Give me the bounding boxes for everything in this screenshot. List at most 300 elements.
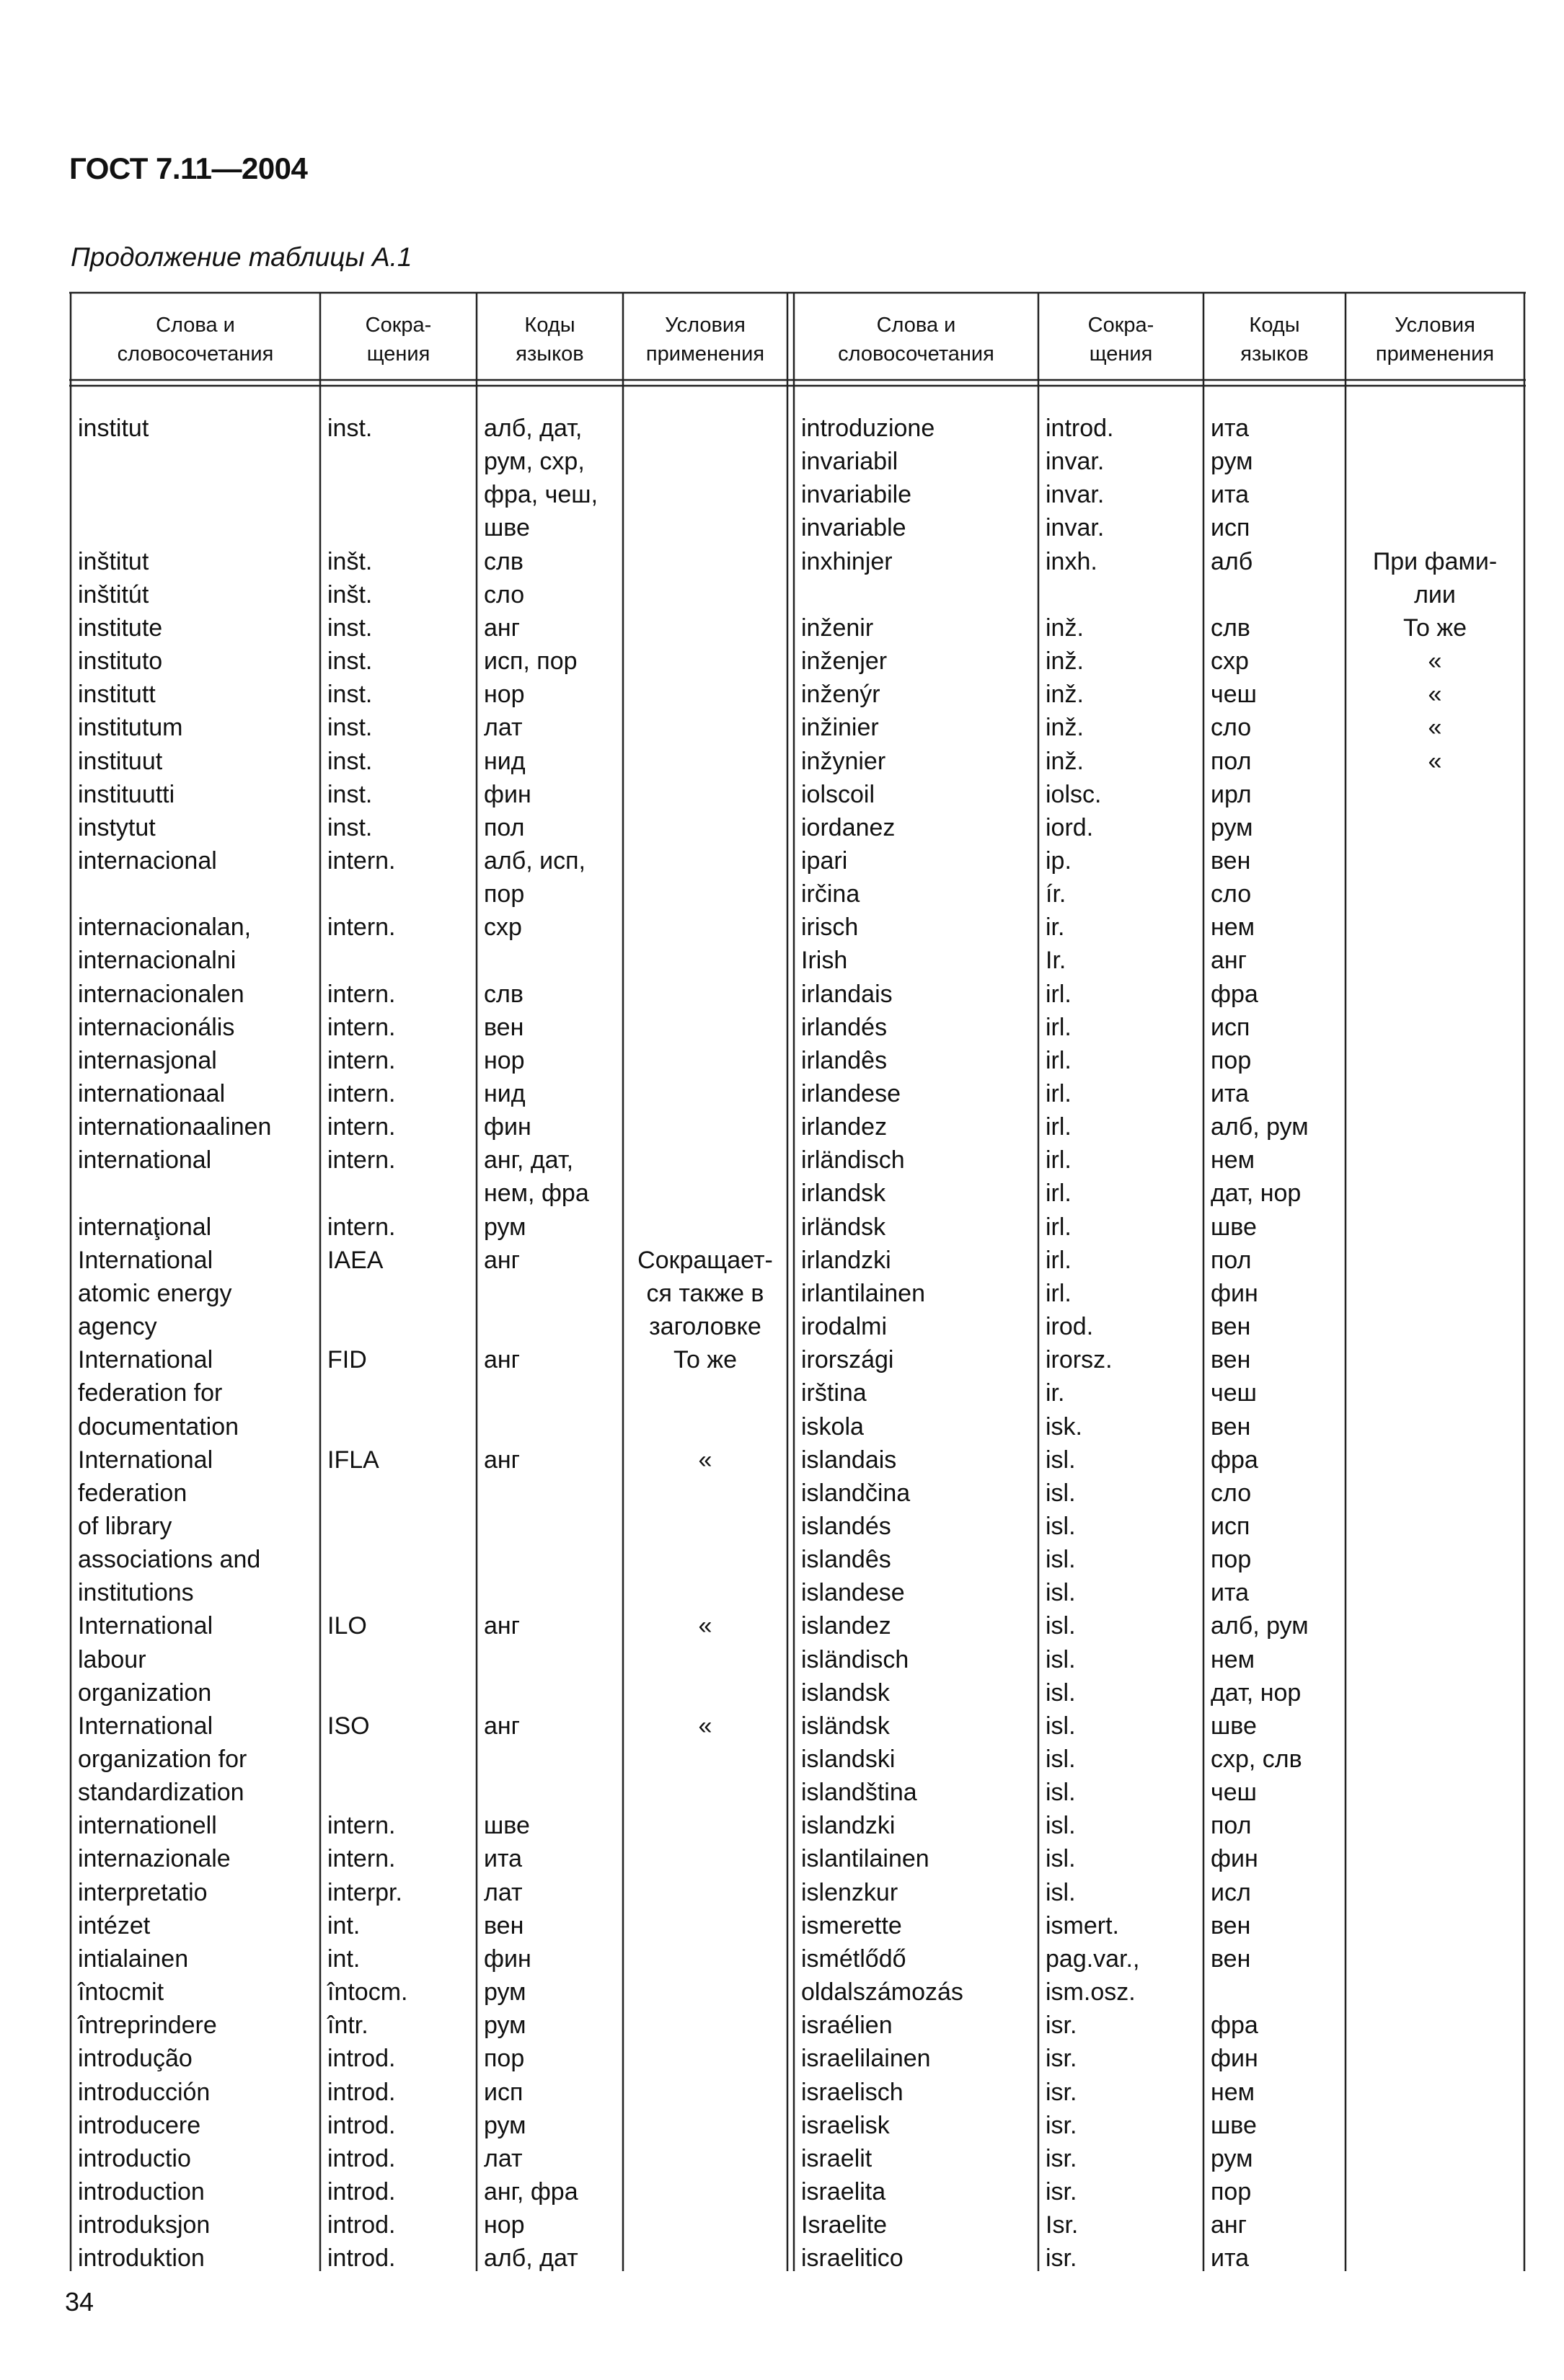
cell-abbr-left: întocm. [327,1978,408,2007]
cell-words-left: instituutti [78,780,175,808]
cell-codes-right: алб [1211,547,1253,575]
cell-words-left: internasjonal [78,1046,217,1074]
header-line: Коды [524,314,575,337]
cell-codes-left: сло [484,580,525,609]
cell-codes-right: ирл [1211,780,1252,808]
cell-codes-left: анг [484,1712,521,1740]
cell-codes-right: слв [1211,614,1250,642]
cell-words-right: irländisch [801,1146,905,1174]
cell-words-right: islandština [801,1779,917,1807]
cell-codes-right: рум [1211,448,1253,476]
cell-abbr-left: interpr. [327,1878,402,1906]
cell-codes-right: нем [1211,1645,1255,1673]
cell-abbr-right: isl. [1046,1446,1076,1474]
header-abbr-left [320,307,477,372]
cell-abbr-right: isl. [1046,1712,1076,1740]
cell-words-right: irországi [801,1346,894,1374]
cell-abbr-right: irl. [1046,1046,1072,1074]
cell-words-left: organization for [78,1746,247,1773]
cell-words-left: International [78,1612,213,1640]
cell-conditions-left: « [698,1446,712,1474]
cell-codes-right: дат, нор [1211,1678,1302,1707]
cell-codes-left: рум [484,2111,526,2139]
cell-abbr-left: intern. [327,913,396,942]
cell-words-right: irčina [801,880,860,908]
cell-codes-left: нор [484,681,525,709]
cell-abbr-right: ismert. [1046,1911,1119,1939]
cell-words-right: inžynier [801,747,886,775]
cell-codes-right: исп [1211,514,1250,542]
cell-codes-left: анг, фра [484,2177,578,2206]
cell-words-left: internacionalni [78,947,237,975]
cell-codes-left: нем, фра [484,1180,589,1208]
cell-words-right: islandski [801,1746,896,1773]
cell-words-right: inžinier [801,714,879,742]
cell-codes-left: пол [484,813,525,841]
cell-codes-right: анг [1211,2211,1247,2239]
cell-words-right: invariabil [801,448,898,476]
cell-abbr-right: ir. [1046,1379,1065,1407]
cell-words-left: documentation [78,1412,239,1441]
cell-codes-left: схр [484,913,522,942]
cell-words-left: introducción [78,2078,211,2106]
header-line: щения [366,342,430,366]
cell-abbr-right: inž. [1046,714,1084,742]
cell-words-right: isländsk [801,1712,890,1740]
header-line: Сокра- [1087,314,1154,337]
cell-abbr-left: intern. [327,1213,396,1241]
cell-words-left: International [78,1246,213,1274]
cell-abbr-left: inst. [327,415,373,442]
cell-conditions-right: « [1428,681,1442,709]
cell-abbr-left: inšt. [327,547,373,575]
cell-words-right: introduzione [801,415,935,442]
cell-words-left: introductio [78,2144,191,2172]
cell-codes-right: пол [1211,1812,1252,1840]
cell-abbr-left: IAEA [327,1246,384,1274]
cell-words-right: irlantilainen [801,1279,925,1307]
cell-words-left: introducere [78,2111,201,2139]
cell-conditions-left: ся также в [646,1279,764,1307]
cell-words-right: iolscoil [801,780,875,808]
cell-words-right: irlandez [801,1113,888,1141]
cell-codes-left: анг [484,1346,521,1374]
cell-codes-left: рум [484,1213,526,1241]
cell-words-right: irština [801,1379,867,1407]
cell-words-right: islandês [801,1546,891,1574]
cell-words-left: internacionalen [78,980,244,1008]
cell-abbr-left: intern. [327,1046,396,1074]
cell-abbr-left: intern. [327,1013,396,1041]
header-line: Слова и [876,314,956,337]
cell-abbr-right: irod. [1046,1313,1094,1341]
cell-words-left: International [78,1346,213,1374]
header-conditions-right [1346,307,1524,372]
cell-abbr-left: inst. [327,647,373,676]
cell-abbr-right: irl. [1046,1279,1072,1307]
cell-abbr-right: irorsz. [1046,1346,1113,1374]
cell-abbr-left: introd. [327,2111,396,2139]
cell-abbr-right: isl. [1046,1546,1076,1574]
cell-codes-left: пор [484,2045,525,2073]
cell-codes-right: чеш [1211,1379,1257,1407]
cell-codes-left: алб, исп, [484,846,586,875]
cell-words-left: instituto [78,647,163,676]
cell-codes-right: схр [1211,647,1249,676]
cell-codes-right: анг [1211,947,1247,975]
cell-abbr-right: invar. [1046,481,1105,509]
cell-abbr-left: inst. [327,714,373,742]
cell-words-left: International [78,1712,213,1740]
cell-words-right: islandzki [801,1812,896,1840]
cell-abbr-left: intern. [327,1113,396,1141]
cell-words-right: israelit [801,2144,872,2172]
cell-words-right: ipari [801,846,848,875]
cell-codes-left: рум [484,1978,526,2007]
cell-abbr-right: irl. [1046,1013,1072,1041]
cell-abbr-left: intern. [327,1080,396,1107]
cell-words-right: irisch [801,913,859,942]
cell-codes-right: схр, слв [1211,1746,1302,1773]
cell-conditions-right: лии [1414,580,1456,609]
cell-words-left: federation for [78,1379,223,1407]
cell-words-right: inxhinjer [801,547,893,575]
cell-codes-left: лат [484,1878,523,1906]
cell-abbr-right: invar. [1046,448,1105,476]
cell-conditions-left: заголовке [649,1313,761,1341]
cell-abbr-left: introd. [327,2244,396,2273]
cell-abbr-left: int. [327,1911,361,1939]
cell-abbr-right: isk. [1046,1412,1082,1441]
cell-codes-left: лат [484,714,523,742]
cell-abbr-right: irl. [1046,1180,1072,1208]
cell-abbr-left: inst. [327,780,373,808]
cell-abbr-right: isr. [1046,2144,1077,2172]
header-words-right [794,307,1038,372]
cell-abbr-right: inž. [1046,681,1084,709]
cell-codes-left: исп [484,2078,523,2106]
cell-abbr-left: int. [327,1945,361,1973]
cell-conditions-right: « [1428,747,1442,775]
cell-abbr-right: ir. [1046,913,1065,942]
cell-words-right: islandčina [801,1479,911,1507]
cell-conditions-right: При фами- [1372,547,1498,575]
header-line: языков [1240,342,1309,366]
cell-codes-right: вен [1211,846,1251,875]
cell-codes-right: фра [1211,980,1258,1008]
cell-codes-left: пор [484,880,525,908]
cell-conditions-left: « [698,1612,712,1640]
cell-words-left: institut [78,415,149,442]
cell-codes-right: исл [1211,1878,1251,1906]
cell-codes-right: вен [1211,1945,1251,1973]
cell-codes-right: алб, рум [1211,1113,1309,1141]
cell-abbr-right: isl. [1046,1645,1076,1673]
cell-abbr-right: isl. [1046,1612,1076,1640]
cell-codes-left: алб, дат [484,2244,578,2273]
cell-abbr-right: isl. [1046,1512,1076,1540]
header-line: применения [645,342,765,366]
cell-codes-left: исп, пор [484,647,578,676]
cell-words-right: iordanez [801,813,896,841]
cell-words-left: introduksjon [78,2211,211,2239]
cell-words-left: introduction [78,2177,205,2206]
cell-abbr-right: ism.osz. [1046,1978,1136,2007]
cell-abbr-left: intern. [327,1845,396,1873]
cell-abbr-left: inst. [327,614,373,642]
cell-codes-right: фин [1211,1279,1258,1307]
cell-abbr-right: isr. [1046,2177,1077,2206]
cell-codes-left: слв [484,547,523,575]
header-line: Слова и [156,314,235,337]
cell-codes-right: фра [1211,2012,1258,2040]
cell-abbr-right: irl. [1046,980,1072,1008]
cell-abbr-left: introd. [327,2177,396,2206]
cell-words-right: oldalszámozás [801,1978,963,2007]
cell-codes-right: ита [1211,1579,1250,1607]
cell-words-right: islandez [801,1612,891,1640]
cell-codes-right: шве [1211,2111,1257,2139]
header-line: Сокра- [365,314,432,337]
cell-codes-right: вен [1211,1911,1251,1939]
cell-abbr-right: inxh. [1046,547,1097,575]
cell-codes-right: фин [1211,2045,1258,2073]
cell-codes-left: фин [484,1113,531,1141]
cell-codes-left: анг, дат, [484,1146,574,1174]
cell-words-left: introdução [78,2045,193,2073]
cell-words-right: invariabile [801,481,912,509]
cell-abbr-right: inž. [1046,647,1084,676]
cell-abbr-right: isl. [1046,1779,1076,1807]
cell-codes-left: нид [484,1080,526,1107]
cell-abbr-right: inž. [1046,747,1084,775]
cell-words-right: israelilainen [801,2045,931,2073]
cell-words-left: internaţional [78,1213,212,1241]
cell-abbr-right: isl. [1046,1479,1076,1507]
cell-abbr-right: isr. [1046,2012,1077,2040]
header-abbr-right [1038,307,1203,372]
cell-words-right: irlandese [801,1080,901,1107]
cell-abbr-left: FID [327,1346,367,1374]
cell-codes-left: шве [484,1812,530,1840]
cell-abbr-left: ISO [327,1712,370,1740]
cell-codes-right: вен [1211,1313,1251,1341]
cell-words-right: islantilainen [801,1845,929,1873]
cell-codes-right: пор [1211,2177,1252,2206]
cell-abbr-right: irl. [1046,1213,1072,1241]
cell-abbr-right: iolsc. [1046,780,1102,808]
cell-words-left: associations and [78,1546,261,1574]
cell-words-left: internationaalinen [78,1113,272,1141]
cell-codes-left: фин [484,1945,531,1973]
cell-abbr-right: ip. [1046,846,1072,875]
header-conditions-left [623,307,787,372]
cell-codes-right: фра [1211,1446,1258,1474]
cell-codes-right: нем [1211,2078,1255,2106]
cell-words-left: organization [78,1678,212,1707]
cell-codes-left: ита [484,1845,523,1873]
cell-words-left: întocmit [78,1978,164,2007]
cell-abbr-right: isr. [1046,2045,1077,2073]
cell-words-right: israelisch [801,2078,904,2106]
cell-abbr-right: isl. [1046,1678,1076,1707]
cell-codes-left: анг [484,1612,521,1640]
cell-codes-left: анг [484,1446,521,1474]
cell-words-right: israelitico [801,2244,904,2273]
cell-codes-right: пор [1211,1046,1252,1074]
cell-words-left: federation [78,1479,187,1507]
cell-codes-left: фин [484,780,531,808]
cell-abbr-left: într. [327,2012,368,2040]
cell-words-left: atomic energy [78,1279,232,1307]
cell-conditions-left: « [698,1712,712,1740]
cell-words-left: institutum [78,714,183,742]
cell-abbr-right: irl. [1046,1246,1072,1274]
cell-words-left: intialainen [78,1945,189,1973]
cell-words-right: islandese [801,1579,905,1607]
cell-codes-right: рум [1211,813,1253,841]
cell-words-right: israélien [801,2012,893,2040]
cell-words-right: inženjer [801,647,888,676]
cell-abbr-left: introd. [327,2045,396,2073]
cell-abbr-right: invar. [1046,514,1105,542]
cell-abbr-left: introd. [327,2211,396,2239]
cell-codes-right: шве [1211,1712,1257,1740]
cell-codes-right: шве [1211,1213,1257,1241]
cell-words-right: islandés [801,1512,891,1540]
cell-abbr-left: introd. [327,2144,396,2172]
cell-abbr-right: Isr. [1046,2211,1079,2239]
cell-abbr-left: intern. [327,846,396,875]
cell-conditions-right: То же [1402,614,1467,642]
cell-words-left: introduktion [78,2244,205,2273]
cell-codes-right: дат, нор [1211,1180,1302,1208]
cell-words-left: standardization [78,1779,244,1807]
cell-words-right: irländsk [801,1213,886,1241]
cell-words-right: inženýr [801,681,880,709]
cell-codes-left: вен [484,1911,524,1939]
cell-abbr-left: inst. [327,681,373,709]
cell-words-left: internacionális [78,1013,235,1041]
cell-abbr-right: isr. [1046,2078,1077,2106]
cell-words-left: inštitút [78,580,149,609]
cell-abbr-left: intern. [327,1812,396,1840]
cell-codes-left: нор [484,2211,525,2239]
cell-words-right: isländisch [801,1645,909,1673]
cell-abbr-right: isl. [1046,1878,1076,1906]
cell-codes-right: нем [1211,1146,1255,1174]
cell-words-right: Irish [801,947,848,975]
cell-words-left: international [78,1146,212,1174]
cell-abbr-right: irl. [1046,1146,1072,1174]
cell-codes-right: чеш [1211,681,1257,709]
header-words-left [71,307,320,372]
header-line: Коды [1249,314,1300,337]
cell-codes-right: исп [1211,1013,1250,1041]
header-line: щения [1089,342,1153,366]
header-line: Условия [665,314,746,337]
cell-words-left: institutt [78,681,156,709]
table-continuation-caption: Продолжение таблицы А.1 [71,242,412,272]
cell-conditions-right: « [1428,647,1442,676]
cell-abbr-right: irl. [1046,1113,1072,1141]
cell-words-left: labour [78,1645,146,1673]
cell-words-left: internacionalan, [78,913,252,942]
cell-words-left: institutions [78,1579,194,1607]
cell-words-right: Israelite [801,2211,888,2239]
cell-words-right: israelita [801,2177,886,2206]
cell-abbr-left: ILO [327,1612,367,1640]
cell-codes-left: вен [484,1013,524,1041]
cell-words-left: intézet [78,1911,151,1939]
cell-codes-right: ита [1211,1080,1250,1107]
cell-codes-left: слв [484,980,523,1008]
cell-abbr-right: ír. [1046,880,1066,908]
header-codes-right [1203,307,1346,372]
cell-words-left: instytut [78,813,156,841]
cell-codes-left: лат [484,2144,523,2172]
cell-conditions-left: То же [673,1346,738,1374]
cell-codes-left: шве [484,514,530,542]
header-line: Условия [1395,314,1475,337]
cell-abbr-right: isr. [1046,2111,1077,2139]
cell-abbr-left: IFLA [327,1446,379,1474]
cell-codes-left: анг [484,1246,521,1274]
cell-words-left: inštitut [78,547,149,575]
cell-words-left: agency [78,1313,157,1341]
header-line: словосочетания [117,342,274,366]
cell-abbr-left: inst. [327,813,373,841]
cell-words-right: iskola [801,1412,864,1441]
cell-codes-left: рум [484,2012,526,2040]
header-line: языков [516,342,584,366]
cell-words-right: irlandsk [801,1180,886,1208]
cell-words-right: islandsk [801,1678,890,1707]
cell-abbr-right: isl. [1046,1845,1076,1873]
cell-codes-right: пор [1211,1546,1252,1574]
cell-codes-right: нем [1211,913,1255,942]
page-number: 34 [65,2287,94,2317]
cell-codes-right: сло [1211,714,1252,742]
cell-words-left: internacional [78,846,217,875]
cell-codes-left: рум, схр, [484,448,585,476]
cell-abbr-right: Ir. [1046,947,1066,975]
header-line: словосочетания [838,342,994,366]
cell-codes-right: ита [1211,415,1250,442]
cell-abbr-left: inst. [327,747,373,775]
cell-abbr-right: isr. [1046,2244,1077,2273]
cell-words-left: institute [78,614,163,642]
cell-codes-right: вен [1211,1346,1251,1374]
cell-conditions-left: Сокращает- [637,1246,773,1274]
cell-words-right: ismétlődő [801,1945,906,1973]
cell-words-left: International [78,1446,213,1474]
cell-codes-right: пол [1211,1246,1252,1274]
cell-abbr-right: isl. [1046,1579,1076,1607]
cell-words-right: islenzkur [801,1878,898,1906]
cell-words-right: islandais [801,1446,897,1474]
cell-conditions-right: « [1428,714,1442,742]
cell-abbr-left: introd. [327,2078,396,2106]
cell-words-left: of library [78,1512,172,1540]
cell-abbr-right: inž. [1046,614,1084,642]
cell-codes-left: нид [484,747,526,775]
cell-codes-right: чеш [1211,1779,1257,1807]
cell-words-left: instituut [78,747,163,775]
cell-words-right: irlandais [801,980,893,1008]
cell-words-right: invariable [801,514,906,542]
document-title: ГОСТ 7.11—2004 [69,151,308,185]
